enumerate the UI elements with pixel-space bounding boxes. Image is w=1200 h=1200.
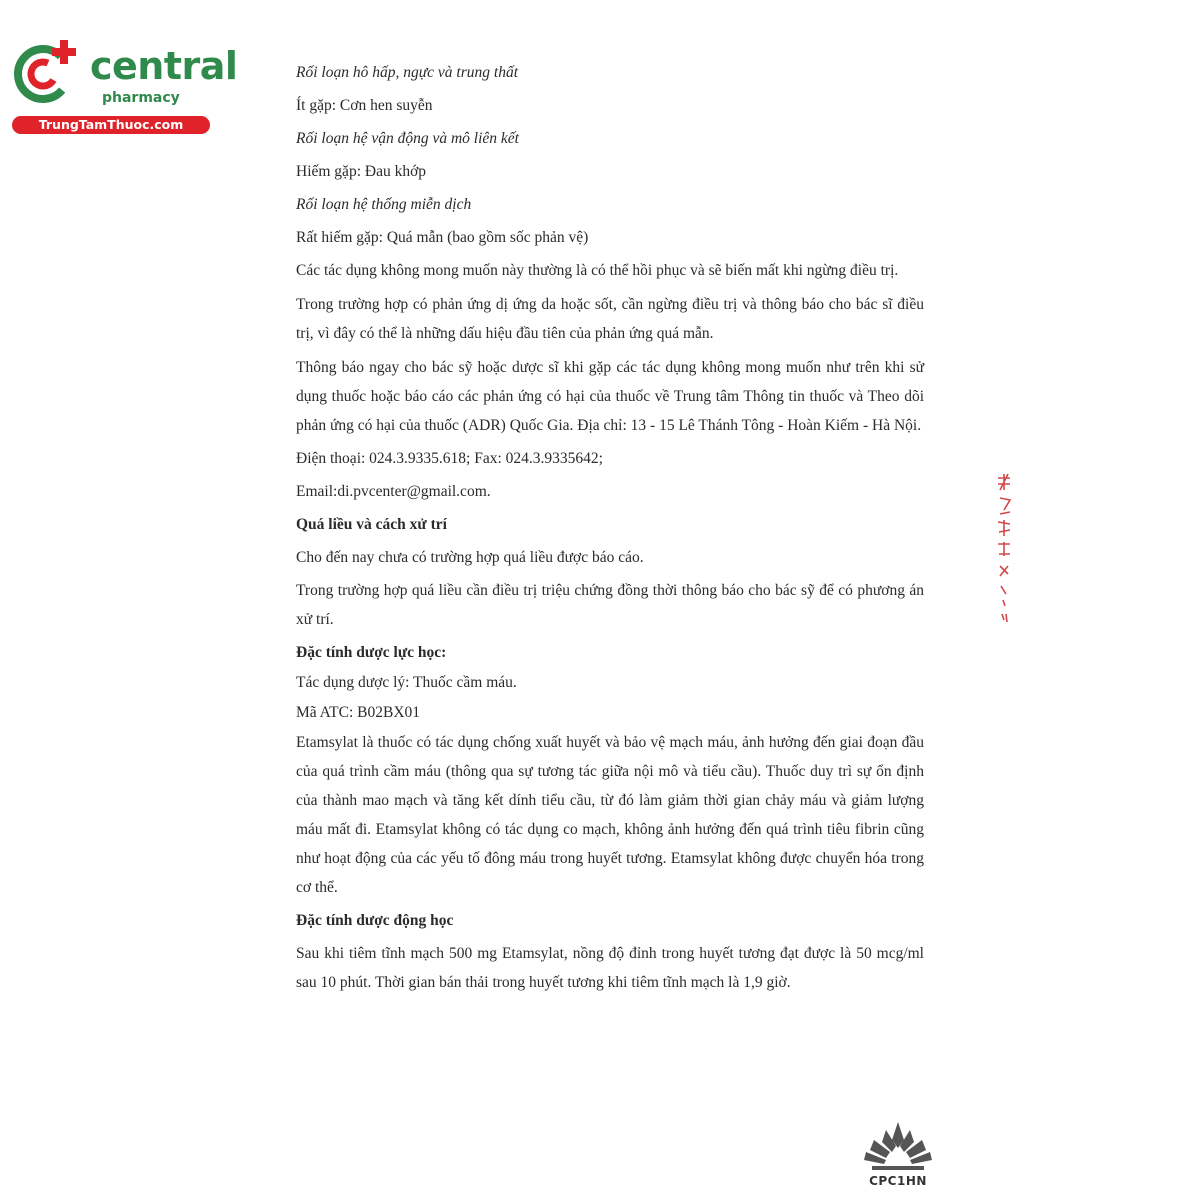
lotus-icon bbox=[858, 1118, 938, 1178]
doc-line: Rất hiếm gặp: Quá mẫn (bao gồm sốc phản vệ) bbox=[296, 229, 589, 246]
document-body bbox=[296, 58, 924, 997]
section-heading: Quá liều và cách xử trí bbox=[296, 516, 447, 533]
doc-line: Hiếm gặp: Đau khớp bbox=[296, 163, 427, 180]
doc-line: Điện thoại: 024.3.9335.618; Fax: 024.3.9335642; bbox=[296, 450, 603, 467]
doc-paragraph: Sau khi tiêm tĩnh mạch 500 mg Etamsylat, nồng độ đỉnh trong huyết tương đạt được là 50 mcg/ml sau 10 phút. Thời gian bán thải trong huyết tương khi tiêm tĩnh mạch là 1,9 giờ. bbox=[296, 945, 924, 991]
doc-paragraph: Trong trường hợp có phản ứng dị ứng da hoặc sốt, cần ngừng điều trị và thông báo cho bác sĩ điều trị, vì đây có thể là những dấu hiệu đầu tiên của phản ứng quá mẫn. bbox=[296, 296, 924, 342]
doc-line: Mã ATC: B02BX01 bbox=[296, 704, 421, 721]
doc-paragraph: Các tác dụng không mong muốn này thường là có thể hồi phục và sẽ biến mất khi ngừng điều trị. bbox=[296, 262, 899, 279]
doc-line: Rối loạn hô hấp, ngực và trung thất bbox=[296, 64, 518, 81]
doc-line: Rối loạn hệ thống miễn dịch bbox=[296, 196, 472, 213]
doc-paragraph: Trong trường hợp quá liều cần điều trị triệu chứng đồng thời thông báo cho bác sỹ để có phương án xử trí. bbox=[296, 582, 924, 628]
central-pharmacy-mark-icon bbox=[10, 38, 80, 108]
cpc1hn-logo bbox=[858, 1118, 938, 1198]
doc-line: Ít gặp: Cơn hen suyễn bbox=[296, 97, 433, 114]
doc-line: Email:di.pvcenter@gmail.com. bbox=[296, 483, 491, 500]
cpc1hn-text: CPC1HN bbox=[869, 1174, 927, 1188]
central-pharmacy-logo bbox=[10, 38, 238, 136]
doc-line: Tác dụng dược lý: Thuốc cầm máu. bbox=[296, 674, 517, 691]
logo-site-badge: TrungTamThuoc.com bbox=[12, 116, 210, 134]
logo-brand-text: central bbox=[90, 44, 238, 88]
doc-paragraph: Thông báo ngay cho bác sỹ hoặc dược sĩ khi gặp các tác dụng không mong muốn như trên khi sử dụng thuốc hoặc báo cáo các phản ứng có hại của thuốc về Trung tâm Thông tin thuốc và Theo dõi phản ứng có hại của thuốc (ADR) Quốc Gia. Địa chỉ: 13 - 15 Lê Thánh Tông - Hoàn Kiếm - Hà Nội. bbox=[296, 359, 924, 434]
red-stamp-marks bbox=[986, 470, 1026, 630]
doc-line: Rối loạn hệ vận động và mô liên kết bbox=[296, 130, 519, 147]
doc-paragraph: Etamsylat là thuốc có tác dụng chống xuất huyết và bảo vệ mạch máu, ảnh hưởng đến giai đoạn đầu của quá trình cầm máu (thông qua sự tương tác giữa nội mô và tiểu cầu). Thuốc duy trì sự ổn định của thành mao mạch và tăng kết dính tiểu cầu, từ đó làm giảm thời gian chảy máu và giảm lượng máu mất đi. Etamsylat không có tác dụng co mạch, không ảnh hưởng đến quá trình tiêu fibrin cũng như hoạt động của các yếu tố đông máu trong huyết tương. Etamsylat không được chuyển hóa trong cơ thể. bbox=[296, 734, 924, 896]
section-heading: Đặc tính dược lực học: bbox=[296, 644, 447, 661]
doc-line: Cho đến nay chưa có trường hợp quá liều được báo cáo. bbox=[296, 549, 644, 566]
logo-sub-text: pharmacy bbox=[102, 90, 180, 106]
section-heading: Đặc tính dược động học bbox=[296, 912, 454, 929]
